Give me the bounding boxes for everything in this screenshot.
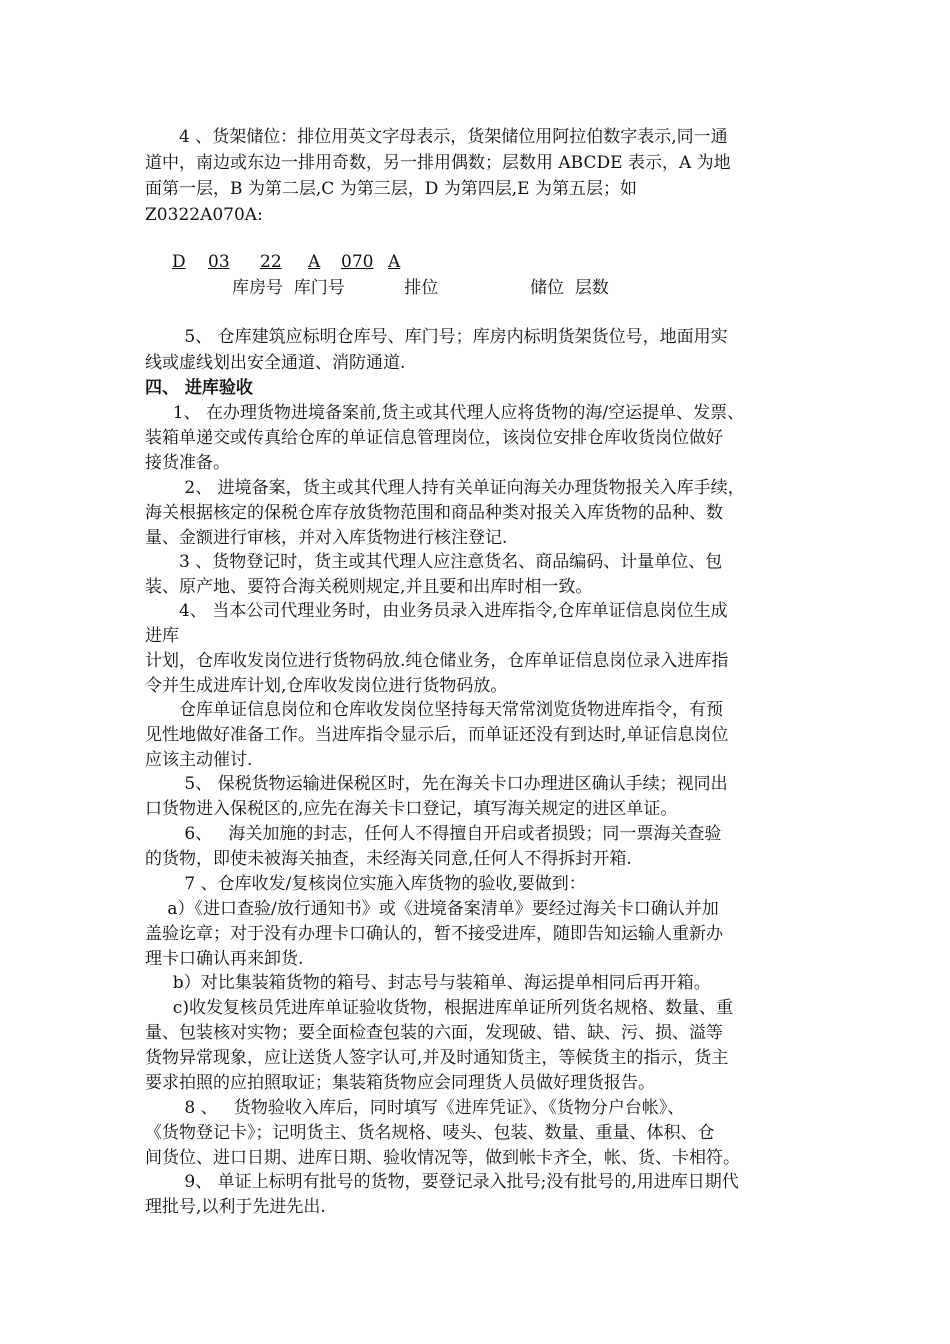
text-line: 2、 进境备案，货主或其代理人持有关单证向海关办理货物报关入库手续，: [145, 478, 745, 498]
text-line: 间货位、进口日期、进库日期、验收情况等，做到帐卡齐全，帐、货、卡相符。: [145, 1148, 740, 1168]
code-labels: 库房号 库门号 排位 储位 层数: [232, 278, 609, 298]
code-part: A: [388, 252, 401, 272]
text-line: 接货准备。: [145, 453, 230, 473]
text-line: 4 、货架储位：排位用英文字母表示，货架储位用阿拉伯数字表示,同一通: [145, 127, 728, 147]
text-line: 量、包装核对实物；要全面检查包装的六面，发现破、错、缺、污、损、溢等: [145, 1023, 723, 1043]
text-line: 口货物进入保税区的,应先在海关卡口登记，填写海关规定的进区单证。: [145, 799, 678, 819]
text-line: 装、原产地、要符合海关税则规定,并且要和出库时相一致。: [145, 577, 593, 597]
text-line: 9、 单证上标明有批号的货物，要登记录入批号;没有批号的,用进库日期代: [145, 1172, 739, 1192]
text-line: 8 、 货物验收入库后，同时填写《进库凭证》、《货物分户台帐》、: [145, 1098, 685, 1118]
text-line: 盖验讫章；对于没有办理卡口确认的，暂不接受进库，随即告知运输人重新办: [145, 924, 723, 944]
section-heading: 四、 进库验收: [145, 378, 253, 398]
text-line: 应该主动催讨.: [145, 750, 253, 770]
text-line: 3 、货物登记时，货主或其代理人应注意货名、商品编码、计量单位、包: [145, 552, 723, 572]
text-line: 量、金额进行审核，并对入库货物进行核注登记.: [145, 528, 508, 548]
text-line: 5、 仓库建筑应标明仓库号、库门号；库房内标明货架货位号，地面用实: [145, 327, 728, 347]
text-line: 5、 保税货物运输进保税区时，先在海关卡口办理进区确认手续；视同出: [145, 774, 728, 794]
text-line: Z0322A070A:: [145, 205, 263, 225]
text-line: 见性地做好准备工作。当进库指令显示后，而单证还没有到达时,单证信息岗位: [145, 725, 729, 745]
text-line: 6、 海关加施的封志，任何人不得擅自开启或者损毁；同一票海关查验: [145, 824, 722, 844]
text-line: c)收发复核员凭进库单证验收货物，根据进库单证所列货名规格、数量、重: [145, 998, 733, 1018]
text-line: 仓库单证信息岗位和仓库收发岗位坚持每天常常浏览货物进库指令，有预: [145, 700, 723, 720]
code-part: 22: [260, 252, 282, 272]
code-part: D: [172, 252, 186, 272]
text-line: 货物异常现象，应让送货人签字认可,并及时通知货主，等候货主的指示，货主: [145, 1048, 729, 1068]
text-line: 4、 当本公司代理业务时，由业务员录入进库指令,仓库单证信息岗位生成: [145, 601, 728, 621]
text-line: 令并生成进库计划,仓库收发岗位进行货物码放。: [145, 676, 508, 696]
text-line: a）《进口查验/放行通知书》或《进境备案清单》要经过海关卡口确认并加: [145, 899, 719, 919]
text-line: 理批号,以利于先进先出.: [145, 1197, 326, 1217]
text-line: 《货物登记卡》；记明货主、货名规格、唛头、包装、数量、重量、体积、仓: [145, 1123, 715, 1143]
text-line: 面第一层，B 为第二层,C 为第三层，D 为第四层,E 为第五层；如: [145, 179, 637, 199]
code-part: 070: [341, 252, 374, 272]
text-line: 计划，仓库收发岗位进行货物码放.纯仓储业务，仓库单证信息岗位录入进库指: [145, 651, 729, 671]
text-line: b）对比集装箱货物的箱号、封志号与装箱单、海运提单相同后再开箱。: [145, 973, 711, 993]
text-line: 线或虚线划出安全通道、消防通道.: [145, 353, 406, 373]
text-line: 装箱单递交或传真给仓库的单证信息管理岗位，该岗位安排仓库收货岗位做好: [145, 428, 723, 448]
text-line: 要求拍照的应拍照取证；集装箱货物应会同理货人员做好理货报告。: [145, 1073, 655, 1093]
text-line: 7 、仓库收发/复核岗位实施入库货物的验收,要做到：: [145, 874, 586, 894]
code-part: A: [308, 252, 321, 272]
text-line: 的货物，即使未被海关抽查，未经海关同意,任何人不得拆封开箱.: [145, 849, 632, 869]
text-line: 海关根据核定的保税仓库存放货物范围和商品种类对报关入库货物的品种、数: [145, 503, 723, 523]
text-line: 进库: [145, 626, 179, 646]
code-part: 03: [208, 252, 230, 272]
text-line: 理卡口确认再来卸货.: [145, 949, 304, 969]
text-line: 道中，南边或东边一排用奇数，另一排用偶数；层数用 ABCDE 表示，A 为地: [145, 153, 731, 173]
text-line: 1、 在办理货物进境备案前,货主或其代理人应将货物的海/空运提单、发票、: [145, 403, 745, 423]
